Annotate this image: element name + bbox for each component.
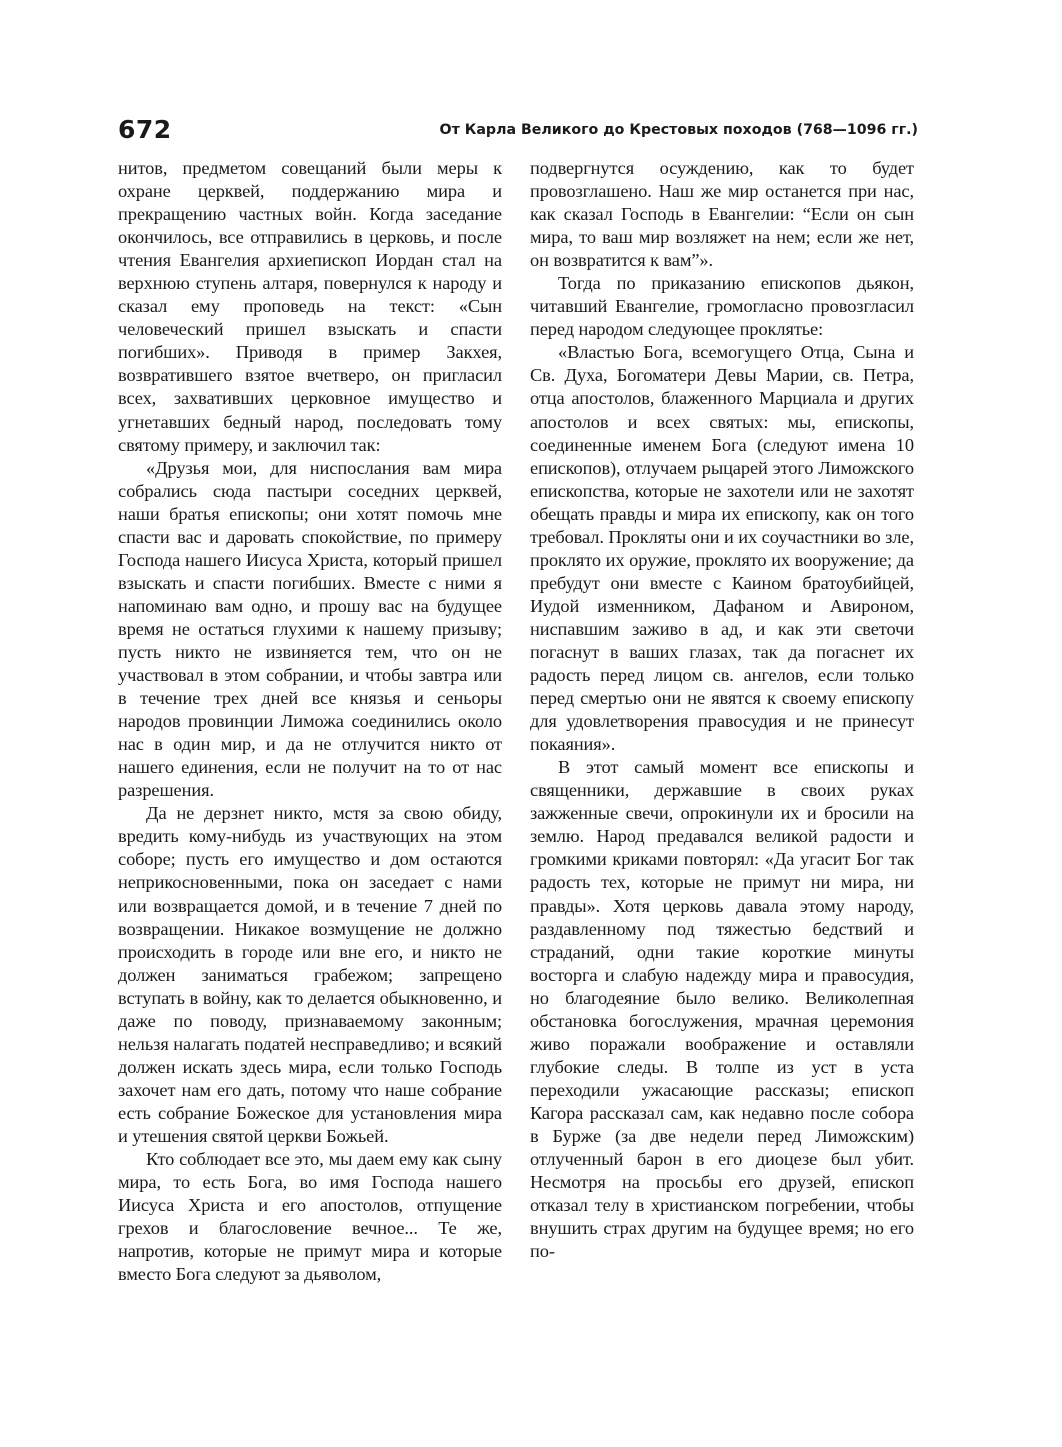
paragraph: «Властью Бога, всемогущего Отца, Сына и Св. Духа, Богоматери Девы Марии, св. Петра, отца апостолов, блаженного Марциала и других апостолов и всех святых: мы, епископы, соединенные именем Бога (следуют имена 10 епископов), отлучаем рыцарей этого Лиможского епископства, которые не захотели или не захотят обещать правды и мира их епископу, как он того требовал. Прокляты они и их соучастники во зле, проклято их оружие, проклято их вооружение; да пребудут они вместе с Каином братоубийцей, Иудой изменником, Дафаном и Авироном, ниспавшим заживо в ад, и как эти светочи погаснут в ваших глазах, так да погаснет их радость перед лицом св. ангелов, если только перед смертью они не явятся к своему епископу для удовлетворения правосудия и не принесут покаяния». (530, 342, 914, 755)
paragraph: «Друзья мои, для ниспослания вам мира собрались сюда пастыри соседних церквей, наши братья епископы; они хотят помочь мне спасти вас и даровать спокойствие, по примеру Господа нашего Иисуса Христа, который пришел взыскать и спасти погибших. Вместе с ними я напоминаю вам одно, и прошу вас на будущее время не остаться глухими к нашему призыву; пусть никто не извиняется тем, что он не участвовал в этом собрании, и чтобы завтра или в течение трех дней все князья и сеньоры народов провинции Лиможа соединились около нас в один мир, и да не отлучится никто от нашего единения, если не получит на то от нас разрешения. (118, 457, 502, 801)
running-title: От Карла Великого до Крестовых походов (768—1096 гг.) (439, 122, 918, 138)
paragraph: подвергнутся осуждению, как то будет провозглашено. Наш же мир останется при нас, как сказал Господь в Евангелии: “Если он сын мира, то ваш мир возляжет на нем; если же нет, он возвратится к вам”». (530, 158, 914, 271)
paragraph: нитов, предметом совещаний были меры к охране церквей, поддержанию мира и прекращению частных войн. Когда заседание окончилось, все отправились в церковь, и после чтения Евангелия архиепископ Иордан стал на верхнюю ступень алтаря, повернулся к народу и сказал ему проповедь на текст: «Сын человеческий пришел взыскать и спасти погибших». Приводя в пример Закхея, возвратившего взятое вчетверо, он пригласил всех, захвативших церковное имущество и угнетавших бедный народ, последовать тому святому примеру, и заключил так: (118, 158, 502, 455)
paragraph: Да не дерзнет никто, мстя за свою обиду, вредить кому-нибудь из участвующих на этом соборе; пусть его имущество и дом остаются неприкосновенными, пока он заседает с нами или возвращается домой, и в течение 7 дней по возвращении. Никакое возмущение не должно происходить в городе или вне его, и никто не должен заниматься грабежом; запрещено вступать в войну, как то делается обыкновенно, и даже по поводу, признаваемому законным; нельзя налагать податей несправедливо; и всякий должен искать здесь мира, если только Господь захочет нам его дать, потому что наше собрание есть собрание Божеское для установления мира и утешения святой церкви Божьей. (118, 803, 502, 1146)
page-header (118, 112, 918, 148)
page-number: 672 (118, 115, 172, 144)
left-text-column (118, 157, 502, 1286)
paragraph: Кто соблюдает все это, мы даем ему как сыну мира, то есть Бога, во имя Господа нашего Иисуса Христа и его апостолов, отпущение грехов и благословение вечное... Те же, напротив, которые не примут мира и которые вместо Бога следуют за дьяволом, (118, 1149, 502, 1285)
paragraph: Тогда по приказанию епископов дьякон, читавший Евангелие, громогласно провозгласил перед народом следующее проклятье: (530, 273, 914, 340)
paragraph: В этот самый момент все епископы и священники, державшие в своих руках зажженные свечи, опрокинули их и бросили на землю. Народ предавался великой радости и громкими криками повторял: «Да угасит Бог так радость тех, которые не примут ни мира, ни правды». Хотя церковь давала этому народу, раздавленному под тяжестью бедствий и страданий, одни такие короткие минуты восторга и слабую надежду мира и правосудия, но благодеяние было велико. Великолепная обстановка богослужения, мрачная церемония живо поражали воображение и оставляли глубокие следы. В толпе из уст в уста переходили ужасающие рассказы; епископ Кагора рассказал сам, как недавно после собора в Бурже (за две недели перед Лиможским) отлученный барон в его диоцезе был убит. Несмотря на просьбы его друзей, епископ отказал телу в христианском погребении, чтобы внушить страх другим на будущее время; но его по- (530, 757, 914, 1262)
right-text-column (530, 157, 914, 1263)
